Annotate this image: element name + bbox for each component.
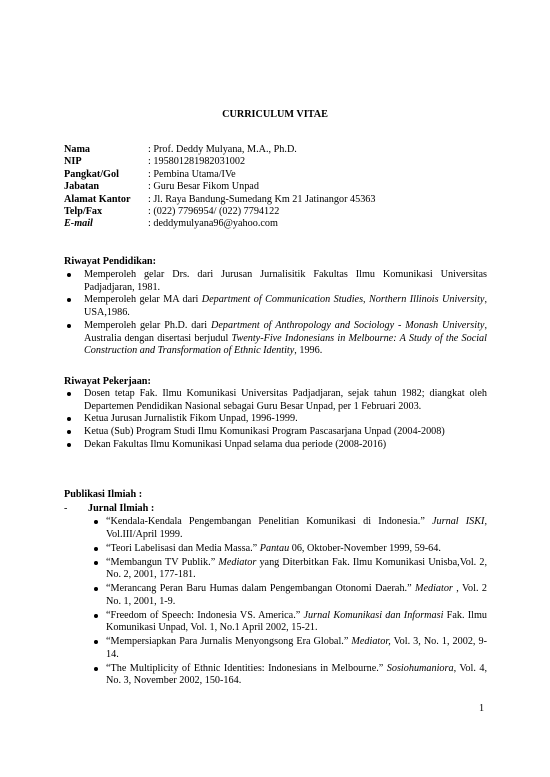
italic-text: Pantau: [259, 542, 290, 554]
text-segment: “Kendala-Kendala Pengembangan Penelitian Komunikasi di Indonesia.”: [106, 516, 433, 527]
subheading-jurnal: [64, 503, 154, 514]
info-value: : 195801281982031002: [148, 156, 246, 168]
text-segment: Ketua (Sub) Program Studi Ilmu Komunikasi Program Pascasarjana Unpad (2004-2008): [84, 426, 445, 438]
info-key: Pangkat/Gol: [64, 168, 119, 180]
pekerjaan-list: [64, 388, 487, 452]
italic-text: Twenty-Five Indonesians in Melbourne: A Study of the Social Construction and Transformation of Ethnic Identity: [84, 332, 487, 357]
info-value: : Pembina Utama/IVe: [148, 168, 236, 180]
info-key: E-mail: [64, 218, 93, 230]
info-row-telp: [64, 206, 376, 218]
text-segment: “Teori Labelisasi dan Media Massa.”: [106, 542, 260, 554]
info-row-email: [64, 218, 376, 230]
text-segment: , USA,1986.: [84, 294, 487, 319]
text-segment: , Vol. 4, No. 3, November 2002, 150-164.: [106, 662, 487, 687]
info-value: : Prof. Deddy Mulyana, M.A., Ph.D.: [148, 144, 297, 155]
list-item: [64, 388, 487, 413]
section-heading-pendidikan: Riwayat Pendidikan:: [64, 256, 156, 267]
text-segment: Memperoleh gelar Ph.D. dari: [84, 319, 212, 331]
text-segment: Vol.III/April 1999.: [106, 528, 183, 540]
italic-text: Sosiohumaniora: [386, 662, 454, 674]
list-item: [92, 516, 487, 541]
italic-text: Mediator: [414, 583, 453, 595]
text-segment: Ketua Jurusan Jurnalistik Fikom Unpad, 1996-1999.: [84, 413, 298, 425]
subheading-label: Jurnal Ilmiah :: [88, 503, 155, 514]
list-item: [92, 557, 487, 582]
text-segment: , Vol. 2 No. 1, 2001, 1-9.: [106, 583, 487, 607]
text-segment: Memperoleh gelar MA dari: [84, 294, 202, 306]
list-item: [64, 294, 487, 319]
italic-text: Jurnal ISKI,: [432, 516, 487, 527]
dash-marker: -: [64, 503, 68, 514]
text-segment: Dosen tetap Fak. Ilmu Komunikasi Universitas Padjadjaran, sejak tahun 1982; diangkat oleh Departemen Pendidikan Nasional sebagai Guru Besar Unpad, per 1 Februari 2003.: [84, 388, 487, 412]
list-item: [92, 583, 487, 608]
text-segment: yang Diterbitkan Fak. Ilmu Komunikasi Unisba,Vol. 2, No. 2, 2001, 177-181.: [106, 556, 488, 581]
list-item: [92, 610, 487, 635]
italic-text: Department of Anthropology and Sociology - Monash University: [211, 319, 485, 331]
document-title: CURRICULUM VITAE: [222, 109, 328, 120]
info-key: NIP: [64, 156, 82, 168]
page-number: 1: [479, 703, 485, 714]
info-row-nama: [64, 144, 376, 156]
italic-text: Department of Communication Studies, Northern Illinois University: [201, 294, 485, 306]
list-item: [64, 320, 487, 358]
info-row-nip: [64, 156, 376, 168]
italic-text: Jurnal Komunikasi dan Informasi: [303, 609, 444, 621]
italic-text: Mediator,: [351, 636, 391, 648]
text-segment: 06, Oktober-November 1999, 59-64.: [289, 542, 441, 554]
list-item: [64, 269, 487, 294]
info-value: : Guru Besar Fikom Unpad: [148, 181, 259, 193]
info-value: : Jl. Raya Bandung-Sumedang Km 21 Jatinangor 45363: [148, 193, 376, 205]
text-segment: “Mempersiapkan Para Jurnalis Menyongsong Era Global.”: [106, 636, 352, 648]
text-segment: “Merancang Peran Baru Humas dalam Pengembangan Otonomi Daerah.”: [106, 583, 415, 595]
info-key: Alamat Kantor: [64, 193, 131, 205]
list-item: [92, 543, 487, 556]
info-row-jabatan: [64, 181, 376, 193]
text-segment: Dekan Fakultas Ilmu Komunikasi Unpad selama dua periode (2008-2016): [84, 438, 387, 450]
list-item: [92, 636, 487, 661]
list-item: [64, 413, 487, 426]
info-row-pangkat: [64, 169, 376, 181]
info-key: Telp/Fax: [64, 206, 103, 218]
text-segment: Vol. 3, No. 1, 2002, 9-14.: [106, 636, 487, 660]
personal-info: [64, 144, 376, 231]
text-segment: Fak. Ilmu Komunikasi Unpad, Vol. 1, No.1 April 2002, 15-21.: [106, 609, 487, 634]
text-segment: , 1996.: [294, 345, 323, 357]
list-item: [64, 426, 487, 439]
italic-text: Mediator: [218, 556, 257, 568]
info-value: : (022) 7796954/ (022) 7794122: [148, 206, 280, 218]
info-key: Nama: [64, 144, 91, 155]
text-segment: “Freedom of Speech: Indonesia VS. America.”: [106, 609, 304, 621]
publikasi-list: [92, 516, 487, 689]
list-item: [64, 439, 487, 452]
text-segment: “The Multiplicity of Ethnic Identities: Indonesians in Melbourne.”: [106, 662, 387, 674]
info-key: Jabatan: [64, 181, 100, 193]
section-heading-publikasi: Publikasi Ilmiah :: [64, 489, 143, 500]
text-segment: , Australia dengan disertasi berjudul: [84, 319, 487, 344]
info-value: : deddymulyana96@yahoo.com: [148, 218, 278, 230]
text-segment: Memperoleh gelar Drs. dari Jurusan Jurnalisitik Fakultas Ilmu Komunikasi Universitas Padjadjaran, 1981.: [84, 269, 487, 293]
list-item: [92, 663, 487, 688]
pendidikan-list: [64, 269, 487, 358]
info-row-alamat: [64, 194, 376, 206]
text-segment: “Membangun TV Publik.”: [106, 556, 219, 568]
section-heading-pekerjaan: Riwayat Pekerjaan:: [64, 376, 151, 387]
